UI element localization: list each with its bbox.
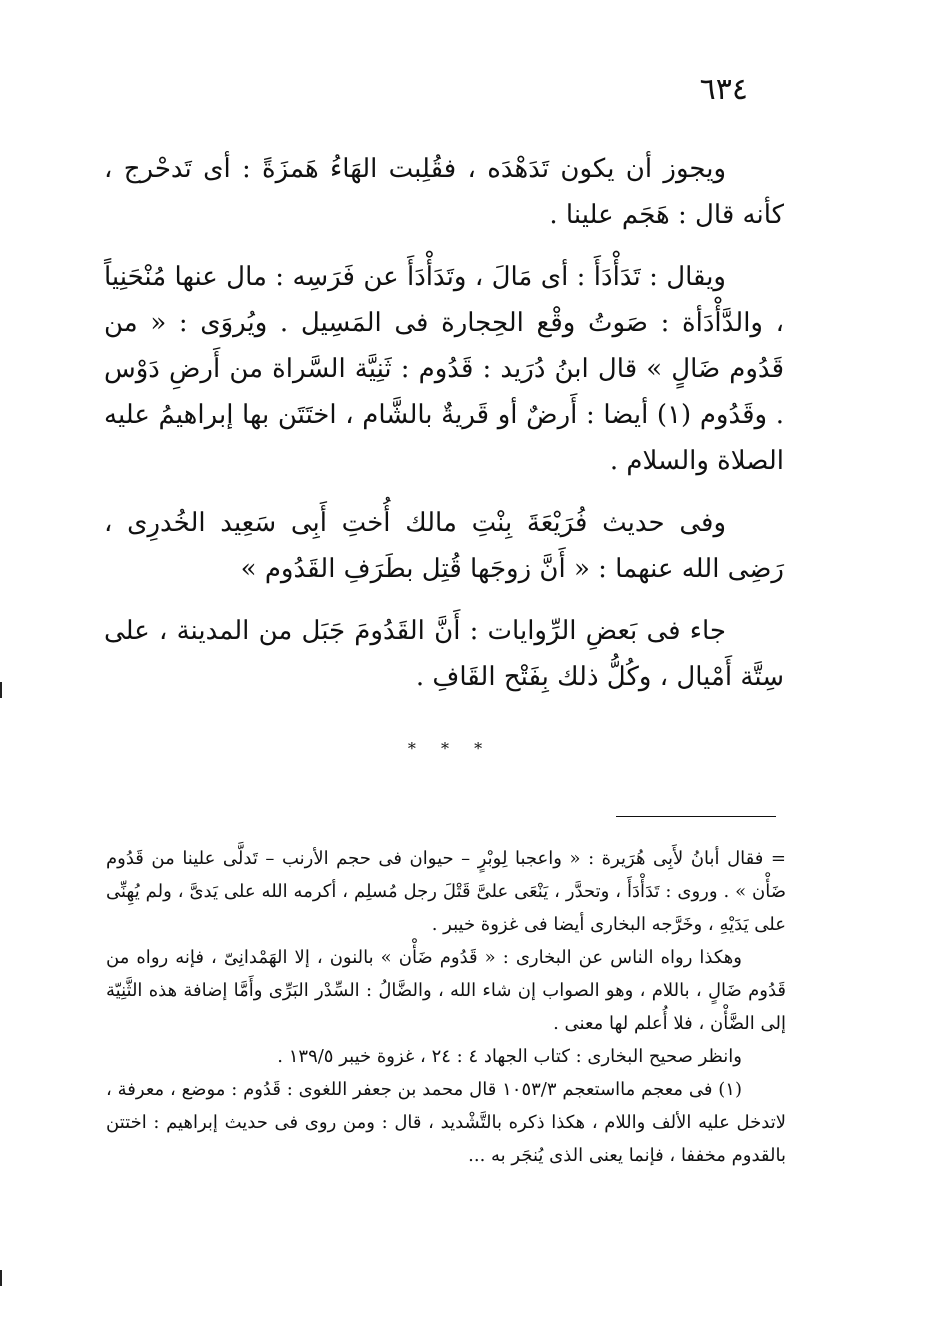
footnote: (١) فى معجم مااستعجم ١٠٥٣/٣ قال محمد بن جعفر اللغوى : قَدُوم : موضع ، معرفة ، لاتدخل عليه الألف واللام ، هكذا ذكره بالتَّشْديد ، قال : ومن روى فى حديث إبراهيم : اختتن بالقدوم مخففا ، فإنما يعنى الذى يُنجَر به ... [106, 1079, 786, 1166]
section-separator: * * * [407, 739, 493, 758]
footnote: = فقال أبانُ لأَبِى هُرَيرة : « واعجبا لِوبْرٍ – حيوان فى حجم الأرنب – تَدلَّى علينا من قَدُوم ضَأْن » . وروى : تَدَأْدَأَ ، وتحدَّر ، يَنْعَى علىَّ قَتْلَ رجل مُسلِم ، أكرمه الله على يَدىَّ ، ولم يُهِنِّى على يَدَيْهِ ، وخَرَّجه البخارى أيضا فى غزوة خيبر . [106, 848, 786, 935]
paragraph: جاء فى بَعضِ الرِّوايات : أَنَّ القَدُومَ جَبَل من المدينة ، على سِتَّة أَمْيال ، وكُلُّ ذلك بِفَتْح القَافِ . [104, 616, 784, 692]
footnotes [106, 842, 786, 1172]
scan-edge-mark [0, 682, 2, 698]
scan-edge-mark [0, 1270, 2, 1286]
footnote: وانظر صحيح البخارى : كتاب الجهاد ٤ : ٢٤ ، غزوة خيبر ١٣٩/٥ . [277, 1046, 742, 1067]
main-text [104, 146, 784, 716]
page-number: ٦٣٤ [699, 72, 748, 107]
paragraph: ويجوز أن يكون تَدَهْدَه ، فقُلِبت الهَاءُ هَمزَةً : أى تَدحْرج ، كأنه قال : هَجَم علينا . [104, 154, 784, 230]
paragraph: وفى حديث فُرَيْعَةَ بِنْتِ مالك أُختِ أَبِى سَعِيد الخُدرِى ، رَضِى الله عنهما : « أَنَّ زوجَها قُتِل بطَرَفِ القَدُوم » [104, 508, 784, 584]
footnote-divider [616, 816, 776, 817]
footnote: وهكذا رواه الناس عن البخارى : « قَدُوم ضَأْن » بالنون ، إلا الهَمْدانِىّ ، فإنه رواه من قَدُوم ضَالٍ ، باللام ، وهو الصواب إن شاء الله ، والضَّالُ : السِّدْر البَرِّى وأَمَّا إضافة هذه الثَّنِيّة إلى الضَّأْن ، فلا أُعلم لها معنى . [106, 947, 786, 1034]
paragraph: ويقال : تَدَأْدَأَ : أى مَالَ ، وتَدَأْدَأَ عن فَرَسِه : مال عنها مُنْحَنِياً ، والدَّأْدَأة : صَوتُ وقْع الحِجارة فى المَسِيل . ويُروَى : « من قَدُوم ضَالٍ » قال ابنُ دُرَيد : قَدُوم : ثَنِيَّة السَّراة من أَرضِ دَوْس . وقَدُوم (١) أيضا : أَرضٌ أو قَريةٌ بالشَّام ، اختَتَن بها إبراهيمُ عليه الصلاة والسلام . [104, 262, 784, 476]
